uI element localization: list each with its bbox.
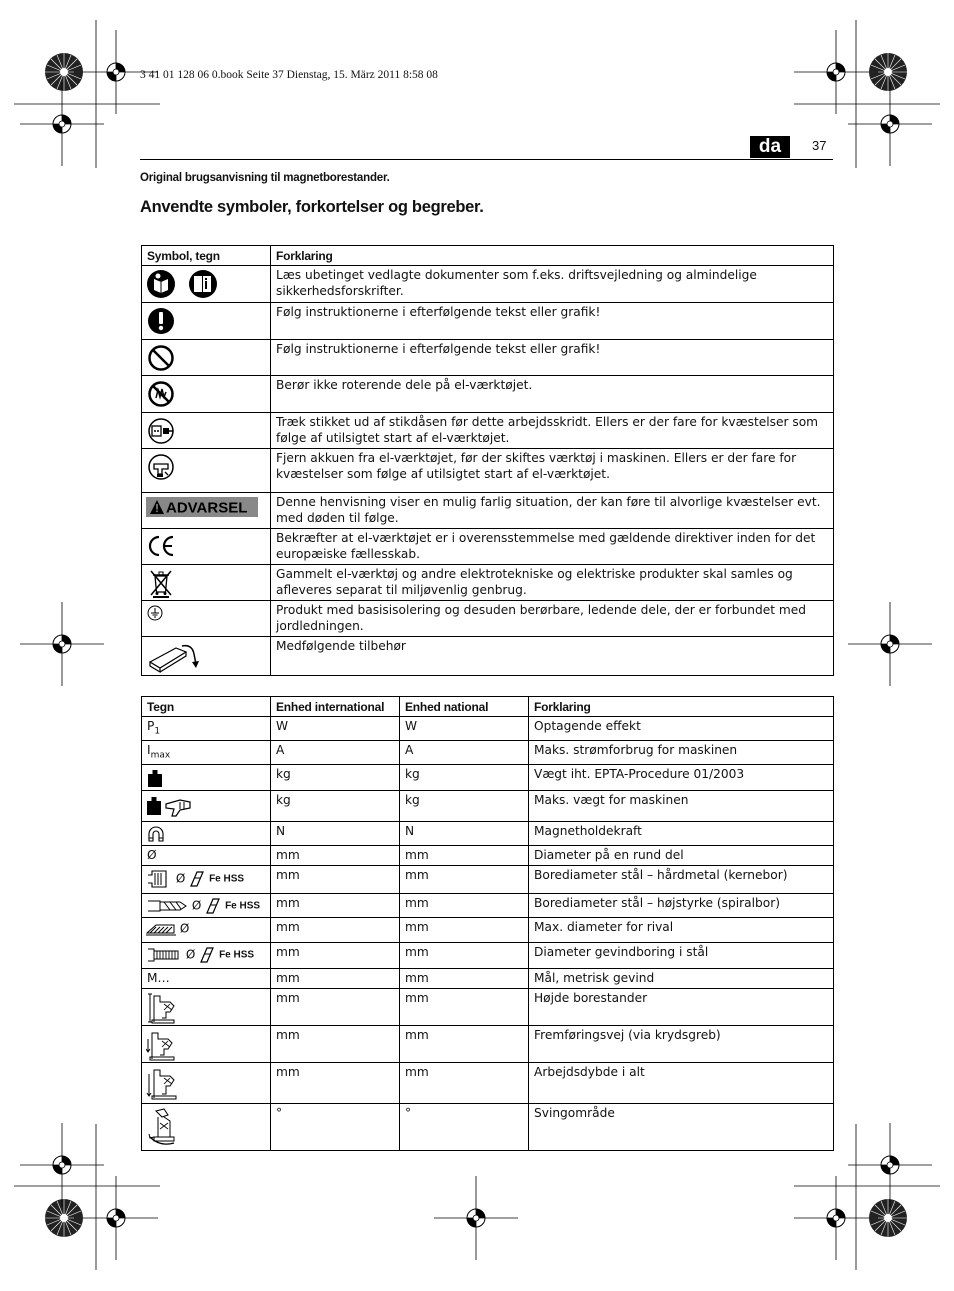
magnet-icon	[146, 825, 266, 843]
warning-label: ADVARSEL	[166, 499, 248, 517]
table-row	[142, 942, 834, 968]
protective-earth-icon	[146, 604, 266, 622]
unit-nat-cell: mm	[400, 968, 529, 988]
explanation-cell: Optagende effekt	[529, 717, 834, 741]
unit-intl-cell: mm	[271, 988, 400, 1025]
weight-machine-icon	[146, 794, 266, 818]
sign-cell	[142, 988, 271, 1025]
unit-intl-cell: mm	[271, 865, 400, 893]
table-row	[142, 968, 834, 988]
table-row	[142, 449, 834, 493]
power-symbol: P	[147, 719, 155, 733]
explanation-cell: Maks. vægt for maskinen	[529, 790, 834, 821]
table-row	[142, 529, 834, 565]
table-row	[142, 601, 834, 637]
table-row	[142, 821, 834, 845]
explanation-cell: Diameter gevindboring i stål	[529, 942, 834, 968]
sign-cell	[142, 1103, 271, 1150]
accessory-case-icon	[146, 640, 266, 674]
diameter-symbol: Ø	[179, 921, 190, 936]
diameter-symbol: Ø	[175, 871, 186, 886]
unit-intl-cell: °	[271, 1103, 400, 1150]
remove-battery-icon	[146, 452, 266, 482]
table-row	[142, 493, 834, 529]
unplug-icon	[146, 416, 266, 446]
explanation-cell: Mål, metrisk gevind	[529, 968, 834, 988]
symbols-table	[141, 245, 834, 676]
explanation-cell: Gammelt el-værktøj og andre elektrotekniske og elektriske produkter skal samles og afleveres separat til miljøvenlig genbrug.	[271, 565, 834, 601]
table-header-row	[142, 246, 834, 266]
table-row	[142, 917, 834, 942]
material-label: Fe HSS	[209, 873, 245, 885]
unit-intl-cell: mm	[271, 893, 400, 917]
table-row	[142, 790, 834, 821]
unit-nat-cell: mm	[400, 942, 529, 968]
warning-badge	[146, 496, 266, 518]
col-header-explanation: Forklaring	[271, 246, 834, 266]
table-row	[142, 565, 834, 601]
sign-cell	[142, 865, 271, 893]
table-row	[142, 413, 834, 449]
sign-cell	[142, 821, 271, 845]
diameter-symbol: Ø	[191, 898, 202, 913]
col-header-explanation: Forklaring	[529, 697, 834, 717]
table-row	[142, 1025, 834, 1062]
unit-intl-cell: mm	[271, 942, 400, 968]
unit-nat-cell: mm	[400, 1062, 529, 1103]
explanation-cell: Borediameter stål – højstyrke (spiralbor)	[529, 893, 834, 917]
power-subscript: 1	[154, 726, 161, 737]
explanation-cell: Max. diameter for rival	[529, 917, 834, 942]
explanation-cell: Diameter på en rund del	[529, 845, 834, 865]
section-title: Anvendte symboler, forkortelser og begreber.	[140, 198, 484, 216]
language-badge: da	[750, 136, 790, 158]
explanation-cell: Følg instruktionerne i efterfølgende tekst eller grafik!	[271, 303, 834, 340]
explanation-cell: Magnetholdekraft	[529, 821, 834, 845]
current-symbol: I	[147, 742, 151, 757]
core-drill-icon	[146, 869, 172, 889]
unit-intl-cell: A	[271, 740, 400, 764]
explanation-cell: Denne henvisning viser en mulig farlig situation, der kan føre til alvorlige kvæstelser evt. med døden til følge.	[271, 493, 834, 529]
table-row	[142, 303, 834, 340]
weee-bin-icon	[146, 568, 266, 598]
unit-intl-cell: N	[271, 821, 400, 845]
sign-cell: Ø	[142, 845, 271, 865]
swivel-icon	[146, 1107, 266, 1147]
explanation-cell: Følg instruktionerne i efterfølgende tekst eller grafik!	[271, 340, 834, 376]
table-row	[142, 266, 834, 303]
feed-travel-icon	[146, 1029, 266, 1061]
material-label: Fe HSS	[219, 949, 255, 961]
stand-height-icon	[146, 992, 266, 1024]
read-manual-icons	[146, 269, 266, 299]
unit-nat-cell: mm	[400, 917, 529, 942]
table-row	[142, 376, 834, 413]
twist-drill-icon	[146, 898, 188, 914]
table-row	[142, 1103, 834, 1150]
explanation-cell: Træk stikket ud af stikdåsen før dette arbejdsskridt. Ellers er der fare for kvæstelser som følge af utilsigtet start af el-værktøjet.	[271, 413, 834, 449]
unit-nat-cell: mm	[400, 988, 529, 1025]
unit-intl-cell: kg	[271, 790, 400, 821]
unit-nat-cell: N	[400, 821, 529, 845]
sign-cell	[142, 917, 271, 942]
table-row	[142, 764, 834, 790]
unit-intl-cell: mm	[271, 1025, 400, 1062]
sign-cell	[142, 893, 271, 917]
unit-nat-cell: mm	[400, 1025, 529, 1062]
table-row	[142, 845, 834, 865]
explanation-cell: Fremføringsvej (via krydsgreb)	[529, 1025, 834, 1062]
sign-cell	[142, 740, 271, 764]
unit-intl-cell: mm	[271, 968, 400, 988]
current-subscript: max	[150, 750, 171, 761]
steel-material-icon	[205, 897, 221, 915]
explanation-cell: Vægt iht. EPTA-Procedure 01/2003	[529, 764, 834, 790]
table-header-row	[142, 697, 834, 717]
sign-cell	[142, 1062, 271, 1103]
unit-nat-cell: kg	[400, 790, 529, 821]
steel-material-icon	[199, 946, 215, 964]
working-depth-icon	[146, 1066, 266, 1100]
ce-mark-icon	[146, 532, 266, 560]
col-header-unit-national: Enhed national	[400, 697, 529, 717]
unit-intl-cell: mm	[271, 1062, 400, 1103]
unit-nat-cell: mm	[400, 865, 529, 893]
prohibition-icon	[146, 343, 266, 373]
unit-nat-cell: °	[400, 1103, 529, 1150]
col-header-unit-international: Enhed international	[271, 697, 400, 717]
explanation-cell: Arbejdsdybde i alt	[529, 1062, 834, 1103]
table-row	[142, 740, 834, 764]
explanation-cell: Læs ubetinget vedlagte dokumenter som f.eks. driftsvejledning og almindelige sikkerhedsforskrifter.	[271, 266, 834, 303]
header-rule	[140, 159, 833, 160]
table-row	[142, 893, 834, 917]
table-row	[142, 865, 834, 893]
unit-nat-cell: W	[400, 717, 529, 741]
document-subtitle: Original brugsanvisning til magnetborestander.	[140, 172, 390, 184]
sign-cell	[142, 764, 271, 790]
col-header-symbol: Symbol, tegn	[142, 246, 271, 266]
col-header-sign: Tegn	[142, 697, 271, 717]
table-row	[142, 637, 834, 676]
unit-nat-cell: mm	[400, 893, 529, 917]
no-touch-rotating-icon	[146, 379, 266, 409]
unit-intl-cell: mm	[271, 917, 400, 942]
sign-cell	[142, 942, 271, 968]
page-number: 37	[812, 138, 827, 153]
sign-cell	[142, 717, 271, 741]
sign-cell	[142, 1025, 271, 1062]
explanation-cell: Bekræfter at el-værktøjet er i overensstemmelse med gældende direktiver inden for det europæiske fællesskab.	[271, 529, 834, 565]
explanation-cell: Medfølgende tilbehør	[271, 637, 834, 676]
steel-material-icon	[189, 870, 205, 888]
unit-intl-cell: mm	[271, 845, 400, 865]
explanation-cell: Fjern akkuen fra el-værktøjet, før der skiftes værktøj i maskinen. Ellers er der fare for kvæstelser som følge af utilsigtet start af el-værktøjet.	[271, 449, 834, 493]
mandatory-icon	[146, 306, 266, 336]
unit-nat-cell: A	[400, 740, 529, 764]
explanation-cell: Maks. strømforbrug for maskinen	[529, 740, 834, 764]
table-row	[142, 1062, 834, 1103]
tap-icon	[146, 947, 182, 963]
sign-cell	[142, 790, 271, 821]
explanation-cell: Berør ikke roterende dele på el-værktøjet.	[271, 376, 834, 413]
table-row	[142, 988, 834, 1025]
table-row	[142, 340, 834, 376]
explanation-cell: Borediameter stål – hårdmetal (kernebor)	[529, 865, 834, 893]
explanation-cell: Højde borestander	[529, 988, 834, 1025]
explanation-cell: Svingområde	[529, 1103, 834, 1150]
unit-nat-cell: kg	[400, 764, 529, 790]
material-label: Fe HSS	[225, 900, 261, 912]
unit-nat-cell: mm	[400, 845, 529, 865]
print-slug: 3 41 01 128 06 0.book Seite 37 Dienstag, 15. März 2011 8:58 08	[140, 69, 438, 81]
unit-intl-cell: kg	[271, 764, 400, 790]
units-table	[141, 696, 834, 1151]
countersink-icon	[146, 921, 176, 937]
weight-icon	[146, 768, 266, 788]
sign-cell: M…	[142, 968, 271, 988]
explanation-cell: Produkt med basisisolering og desuden berørbare, ledende dele, der er forbundet med jordledningen.	[271, 601, 834, 637]
diameter-symbol: Ø	[185, 947, 196, 962]
table-row	[142, 717, 834, 741]
unit-intl-cell: W	[271, 717, 400, 741]
